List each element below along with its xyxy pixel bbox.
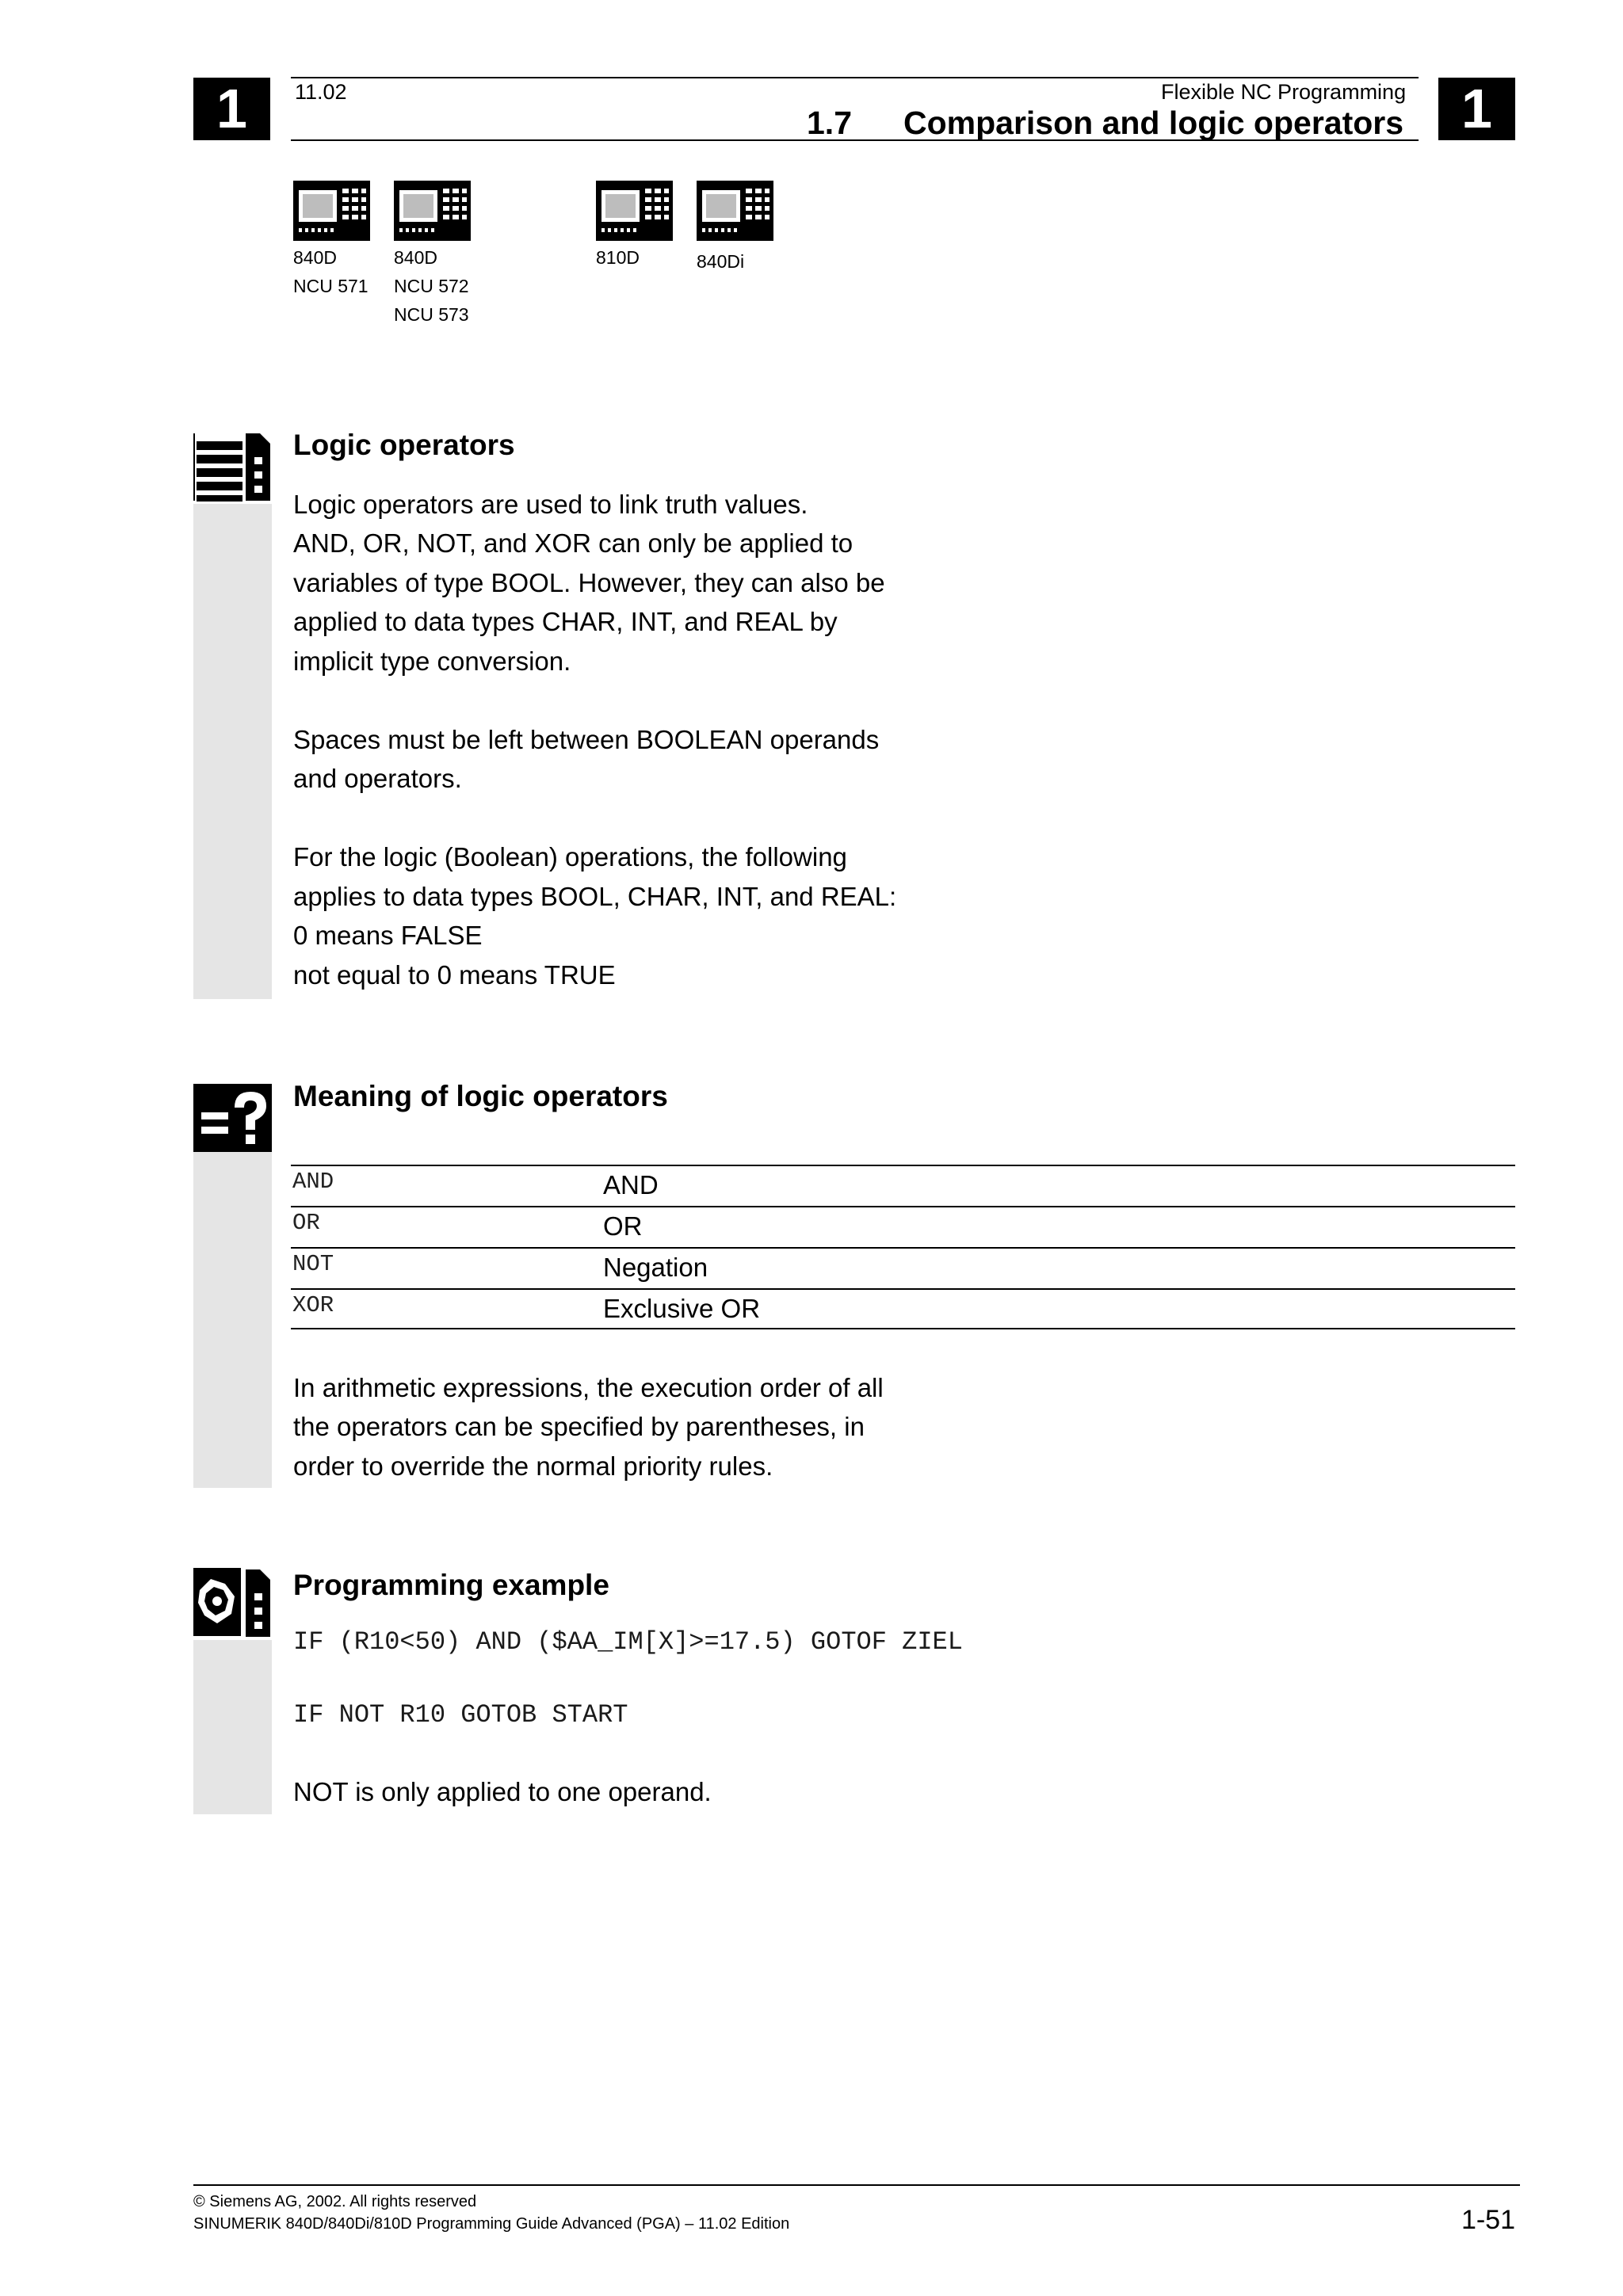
code-line: IF (R10<50) AND ($AA_IM[X]>=17.5) GOTOF ZIEL [293,1627,963,1657]
running-title: Flexible NC Programming [1161,80,1407,104]
control-panel-icon [596,181,673,241]
paragraph-line: applies to data types BOOL, CHAR, INT, and REAL: [293,882,897,911]
version-label: 11.02 [295,80,347,104]
table-row [291,1206,1515,1247]
meaning-cell: Exclusive OR [603,1294,761,1323]
chapter-tab-left: 1 [193,78,270,140]
operator-table [291,1165,1515,1329]
meaning-cell: Negation [603,1253,708,1282]
control-panel-icon [697,181,773,241]
table-row [291,1247,1515,1288]
paragraph-line: Spaces must be left between BOOLEAN operands [293,725,880,754]
footer-copyright: © Siemens AG, 2002. All rights reserved [193,2193,477,2210]
operator-cell: OR [292,1210,320,1236]
paragraph-line: not equal to 0 means TRUE [293,960,616,990]
paragraph-line: 0 means FALSE [293,921,483,950]
list-icon [193,430,272,504]
controller-label: 840D NCU 572 NCU 573 [394,247,469,325]
paragraph-line: For the logic (Boolean) operations, the following [293,842,847,871]
paragraph-line: order to override the normal priority rules. [293,1451,773,1481]
paragraph-line: Logic operators are used to link truth values. [293,490,808,519]
question-equals-icon [193,1084,272,1152]
controller-label: 840Di [697,251,745,272]
section-heading-programming-example: Programming example [293,1569,609,1601]
operator-cell: NOT [292,1251,334,1277]
section-number: 1.7 [807,105,852,141]
paragraph-line: implicit type conversion. [293,646,571,676]
paragraph-line: In arithmetic expressions, the execution order of all [293,1373,884,1402]
paragraph-line: AND, OR, NOT, and XOR can only be applied to [293,528,854,558]
section-heading-logic-operators: Logic operators [293,429,515,461]
controller-label: 810D [596,247,640,268]
paragraph-line: NOT is only applied to one operand. [293,1777,712,1806]
control-panel-icon [293,181,370,241]
page-number: 1-51 [1461,2205,1515,2235]
controller-label: 840D NCU 571 [293,247,369,296]
margin-bar [193,430,272,999]
meaning-cell: OR [603,1211,643,1241]
table-row [291,1165,1515,1206]
program-example-icon [193,1566,272,1640]
paragraph-line: the operators can be specified by parentheses, in [293,1412,865,1441]
paragraph-line: applied to data types CHAR, INT, and REAL by [293,607,838,636]
code-line: IF NOT R10 GOTOB START [293,1700,628,1730]
paragraph-line: variables of type BOOL. However, they can also be [293,568,885,597]
section-heading-meaning: Meaning of logic operators [293,1080,668,1112]
section-title: Comparison and logic operators [903,105,1404,141]
control-panel-icon [394,181,471,241]
operator-cell: AND [292,1169,334,1195]
paragraph-line: and operators. [293,764,462,793]
table-row [291,1288,1515,1329]
operator-cell: XOR [292,1292,334,1318]
footer-document-title: SINUMERIK 840D/840Di/810D Programming Guide Advanced (PGA) – 11.02 Edition [193,2215,790,2233]
header-rule-top [291,77,1419,78]
footer-rule [193,2184,1520,2186]
meaning-cell: AND [603,1170,659,1199]
chapter-tab-right: 1 [1438,78,1515,140]
